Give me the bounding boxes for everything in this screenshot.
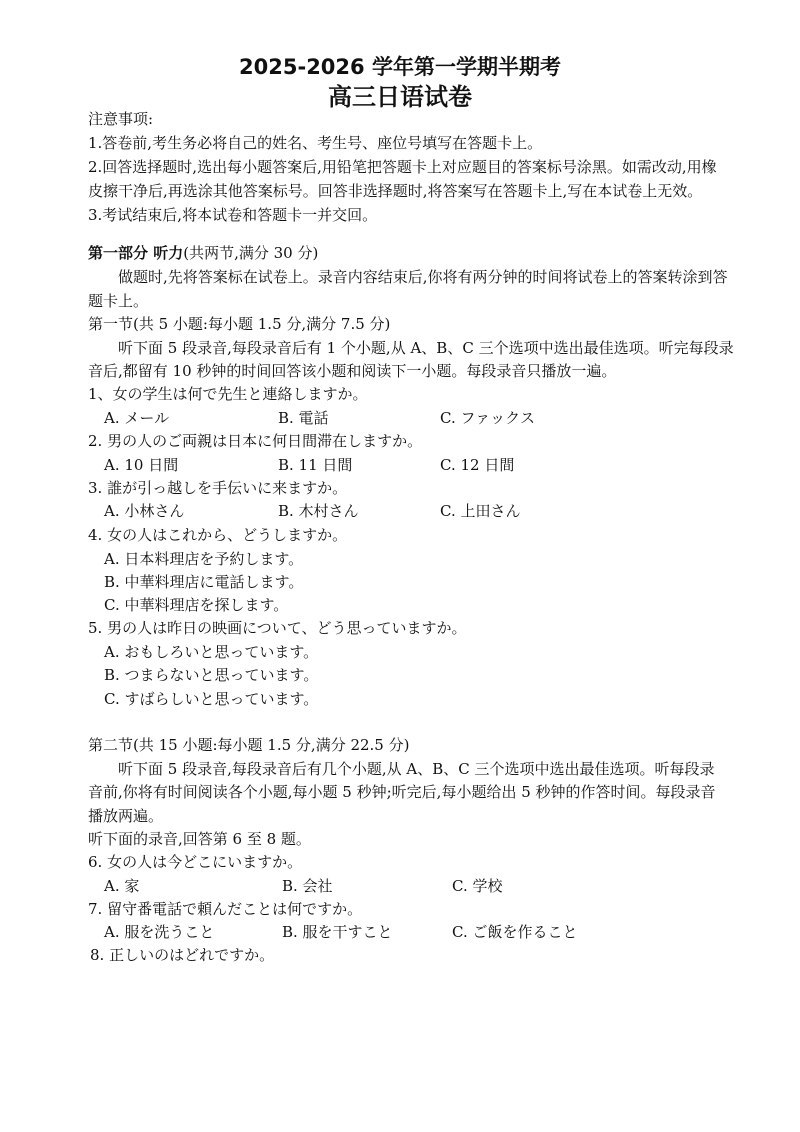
part-1-title: 第一部分 听力 bbox=[88, 244, 184, 262]
section-2-intro-line-2: 音前,你将有时间阅读各个小题,每小题 5 秒钟;听完后,每小题给出 5 秒钟的作答时间。每段录音 bbox=[88, 783, 716, 801]
question-3-option-b: B. 木村さん bbox=[278, 502, 359, 520]
note-1: 1.答卷前,考生务必将自己的姓名、考生号、座位号填写在答题卡上。 bbox=[88, 134, 543, 152]
question-4-option-a: A. 日本料理店を予約します。 bbox=[104, 550, 304, 568]
part-1-intro-line-2: 题卡上。 bbox=[88, 292, 149, 310]
section-2-heading: 第二节(共 15 小题:每小题 1.5 分,满分 22.5 分) bbox=[88, 736, 410, 754]
section-1-intro-line-1: 听下面 5 段录音,每段录音后有 1 个小题,从 A、B、C 三个选项中选出最佳选项。听完每段录 bbox=[118, 339, 734, 357]
question-2-option-c: C. 12 日間 bbox=[440, 456, 515, 474]
question-1: 1、女の学生は何で先生と連絡しますか。 bbox=[88, 385, 368, 403]
question-4-option-b: B. 中華料理店に電話します。 bbox=[104, 573, 304, 591]
question-2: 2. 男の人のご両親は日本に何日間滞在しますか。 bbox=[88, 432, 423, 450]
question-4: 4. 女の人はこれから、どうしますか。 bbox=[88, 526, 348, 544]
question-1-option-c: C. ファックス bbox=[440, 409, 536, 427]
part-1-heading bbox=[88, 243, 318, 263]
section-2-intro-line-3: 播放两遍。 bbox=[88, 807, 164, 825]
part-1-intro-line-1: 做题时,先将答案标在试卷上。录音内容结束后,你将有两分钟的时间将试卷上的答案转涂到答 bbox=[118, 268, 728, 286]
notes-heading: 注意事项: bbox=[88, 110, 154, 128]
question-5-option-a: A. おもしろいと思っています。 bbox=[104, 643, 319, 661]
question-5: 5. 男の人は昨日の映画について、どう思っていますか。 bbox=[88, 619, 467, 637]
question-6-option-b: B. 会社 bbox=[282, 877, 333, 895]
question-3-option-c: C. 上田さん bbox=[440, 502, 521, 520]
question-1-option-b: B. 電話 bbox=[278, 409, 329, 427]
question-7: 7. 留守番電話で頼んだことは何ですか。 bbox=[88, 900, 363, 918]
question-2-option-a: A. 10 日間 bbox=[104, 456, 179, 474]
question-6-option-a: A. 家 bbox=[104, 877, 140, 895]
note-2-line-2: 皮擦干净后,再选涂其他答案标号。回答非选择题时,将答案写在答题卡上,写在本试卷上无效。 bbox=[88, 182, 703, 200]
question-6: 6. 女の人は今どこにいますか。 bbox=[88, 853, 303, 871]
section-2-intro-line-1: 听下面 5 段录音,每段录音后有几个小题,从 A、B、C 三个选项中选出最佳选项。听每段录 bbox=[118, 760, 715, 778]
part-1-score: (共两节,满分 30 分) bbox=[183, 244, 319, 262]
note-3: 3.考试结束后,将本试卷和答题卡一并交回。 bbox=[88, 206, 378, 224]
exam-title-subject: 高三日语试卷 bbox=[328, 83, 472, 111]
section-1-heading: 第一节(共 5 小题:每小题 1.5 分,满分 7.5 分) bbox=[88, 315, 391, 333]
question-1-option-a: A. メール bbox=[104, 409, 170, 427]
question-7-option-b: B. 服を干すこと bbox=[282, 923, 393, 941]
section-1-intro-line-2: 音后,都留有 10 秒钟的时间回答该小题和阅读下一小题。每段录音只播放一遍。 bbox=[88, 362, 617, 380]
note-2-line-1: 2.回答选择题时,选出每小题答案后,用铅笔把答题卡上对应题目的答案标号涂黑。如需改动,用橡 bbox=[88, 158, 717, 176]
question-5-option-c: C. すばらしいと思っています。 bbox=[104, 690, 319, 708]
question-6-option-c: C. 学校 bbox=[452, 877, 503, 895]
question-3-option-a: A. 小林さん bbox=[104, 502, 185, 520]
question-8: 8. 正しいのはどれですか。 bbox=[90, 946, 275, 964]
question-5-option-b: B. つまらないと思っています。 bbox=[104, 666, 319, 684]
question-2-option-b: B. 11 日間 bbox=[278, 456, 353, 474]
question-4-option-c: C. 中華料理店を探します。 bbox=[104, 596, 289, 614]
exam-title-year: 2025-2026 学年第一学期半期考 bbox=[239, 55, 561, 79]
question-7-option-a: A. 服を洗うこと bbox=[104, 923, 215, 941]
question-7-option-c: C. ご飯を作ること bbox=[452, 923, 578, 941]
question-3: 3. 誰が引っ越しを手伝いに来ますか。 bbox=[88, 479, 348, 497]
section-2-sub-instruction: 听下面的录音,回答第 6 至 8 题。 bbox=[88, 830, 311, 848]
